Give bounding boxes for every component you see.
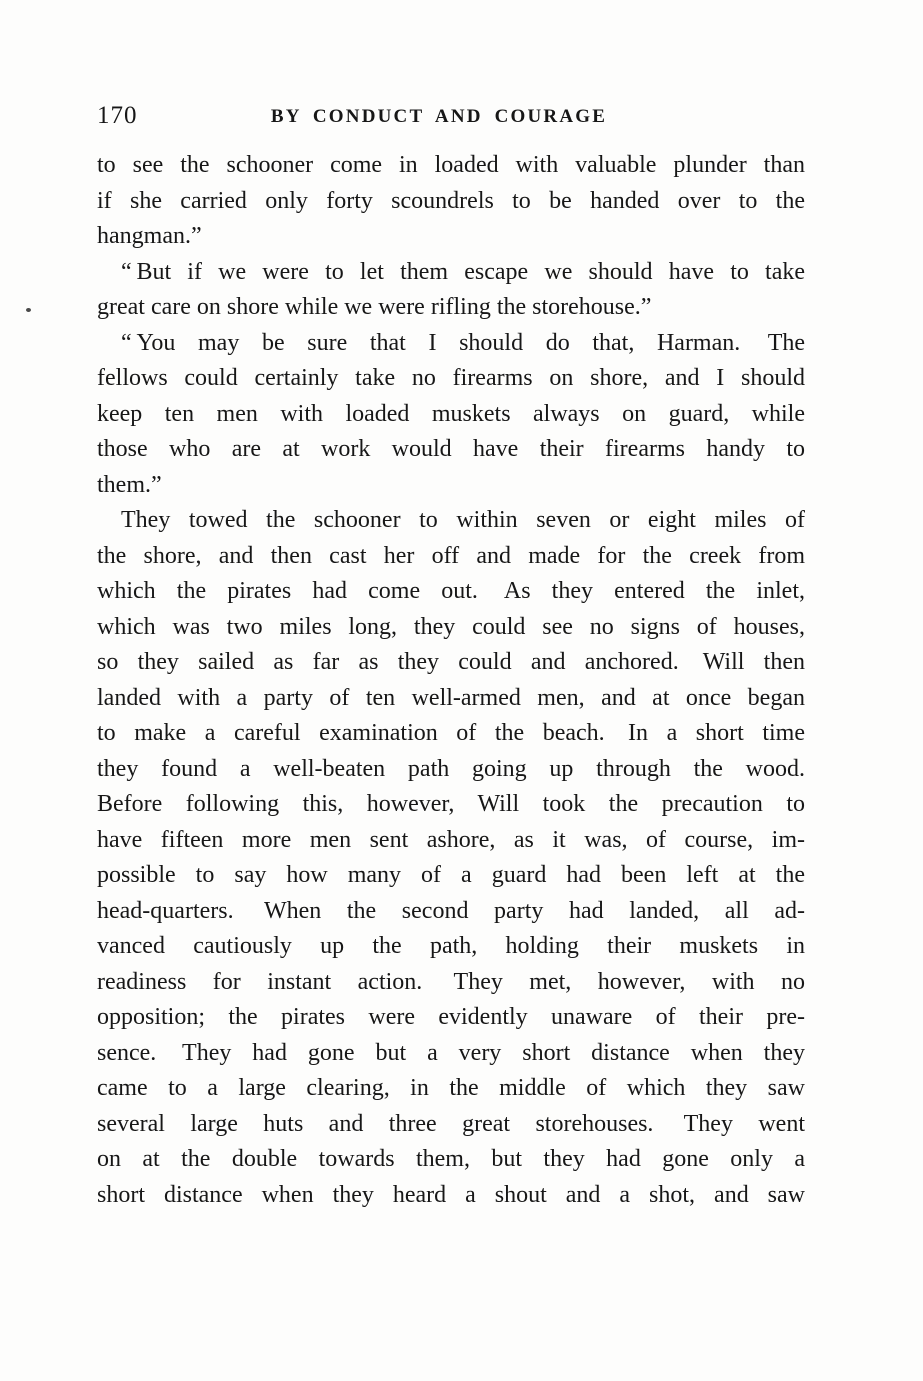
text-line: which the pirates had come out. As they entered the inlet,: [97, 578, 805, 604]
text-line: head-quarters. When the second party had landed, all ad-: [97, 897, 805, 924]
paragraph: [97, 255, 805, 326]
text-line: several large huts and three great storehouses. They went: [97, 1110, 805, 1137]
page-header: [97, 100, 805, 130]
text-line: have fifteen more men sent ashore, as it was, of course, im-: [97, 826, 805, 853]
text-line: fellows could certainly take no firearms on shore, and I should: [97, 365, 805, 391]
text-line: “ But if we were to let them escape we should have to take: [121, 258, 805, 285]
text-line: to make a careful examination of the beach. In a short time: [97, 720, 805, 746]
text-line: which was two miles long, they could see no signs of houses,: [97, 613, 805, 640]
text-line: so they sailed as far as they could and anchored. Will then: [97, 649, 805, 675]
text-line: came to a large clearing, in the middle of which they saw: [97, 1075, 805, 1101]
text-line: hangman.”: [97, 223, 202, 249]
text-line: those who are at work would have their firearms handy to: [97, 436, 805, 462]
text-line: possible to say how many of a guard had been left at the: [97, 862, 805, 888]
text-line: short distance when they heard a shout and a shot, and saw: [97, 1181, 805, 1208]
body-text: [97, 148, 805, 1213]
text-line: Before following this, however, Will took the precaution to: [97, 791, 805, 817]
text-line: readiness for instant action. They met, however, with no: [97, 968, 805, 995]
text-line: the shore, and then cast her off and made for the creek from: [97, 542, 805, 569]
text-line: they found a well-beaten path going up through the wood.: [97, 755, 805, 782]
text-line: “ You may be sure that I should do that, Harman. The: [121, 329, 805, 356]
text-line: to see the schooner come in loaded with valuable plunder than: [97, 152, 805, 178]
scan-artifact-dot: [26, 308, 31, 312]
running-header: BY CONDUCT AND COURAGE: [270, 106, 608, 127]
paragraph: [97, 148, 805, 255]
text-line: them.”: [97, 471, 162, 498]
text-line: if she carried only forty scoundrels to be handed over to the: [97, 187, 805, 214]
text-line: sence. They had gone but a very short distance when they: [97, 1039, 805, 1066]
text-line: landed with a party of ten well-armed men, and at once began: [97, 684, 805, 711]
text-line: on at the double towards them, but they had gone only a: [97, 1146, 805, 1172]
page-number: 170: [97, 102, 138, 129]
text-line: keep ten men with loaded muskets always on guard, while: [97, 400, 805, 427]
paragraph: [97, 503, 805, 1213]
text-line: vanced cautiously up the path, holding their muskets in: [97, 933, 805, 959]
text-line: great care on shore while we were rifling the storehouse.”: [97, 294, 652, 320]
text-line: opposition; the pirates were evidently unaware of their pre-: [97, 1004, 805, 1030]
text-line: They towed the schooner to within seven or eight miles of: [121, 507, 805, 533]
paragraph: [97, 326, 805, 504]
